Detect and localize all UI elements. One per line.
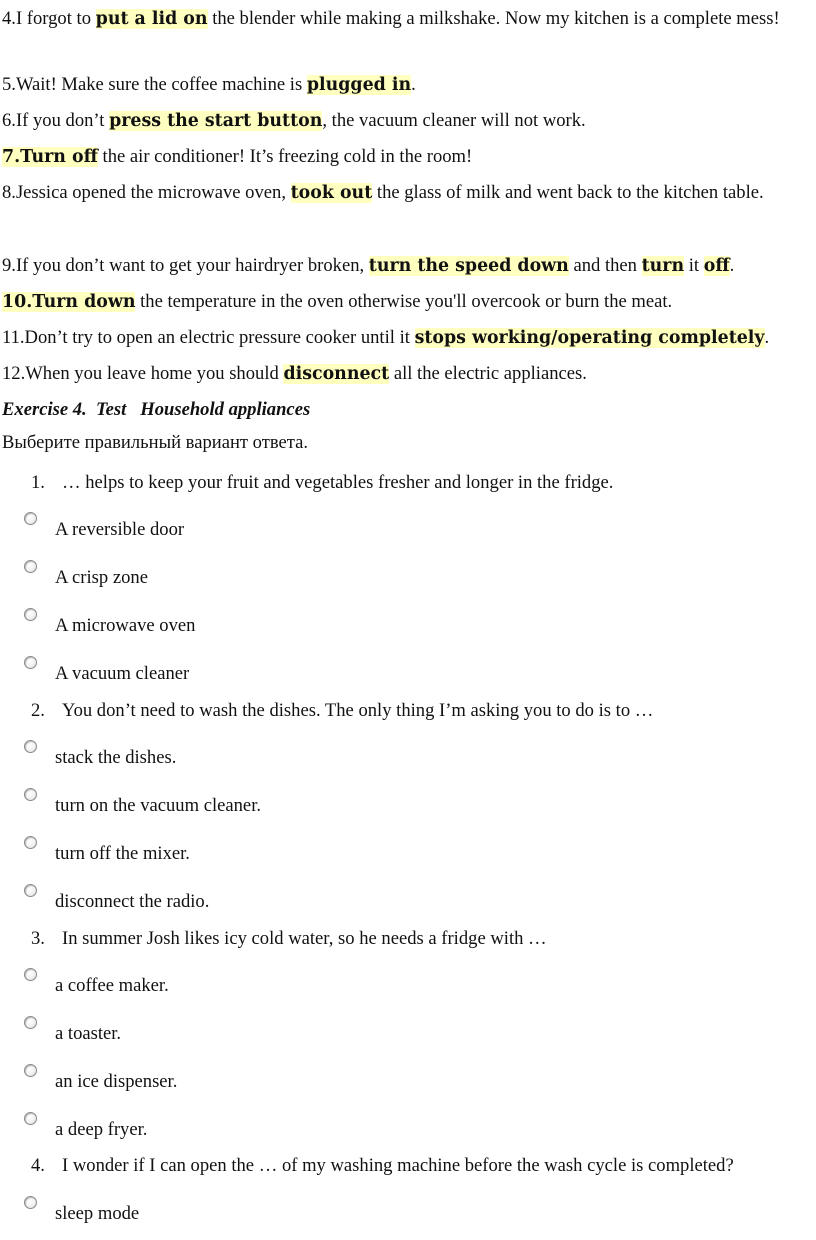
option-label[interactable]: an ice dispenser. bbox=[55, 1071, 178, 1092]
sentence-text: the glass of milk and went back to the kitchen table. bbox=[372, 182, 764, 203]
answer-highlight: press the start button bbox=[109, 111, 323, 131]
sentence-12 bbox=[2, 356, 814, 392]
answer-highlight: plugged in bbox=[306, 75, 412, 95]
option-label[interactable]: A vacuum cleaner bbox=[55, 663, 190, 684]
sentence-7 bbox=[2, 139, 814, 175]
answer-highlight: took out bbox=[290, 183, 373, 203]
answer-highlight: disconnect bbox=[283, 364, 390, 384]
radio-button[interactable] bbox=[24, 1064, 37, 1077]
question-number: 3. bbox=[31, 928, 45, 949]
sentence-text: 5.Wait! Make sure the coffee machine is bbox=[2, 74, 307, 95]
sentence-text: the air conditioner! It’s freezing cold in the room! bbox=[97, 146, 473, 167]
exercise-title: Exercise 4. Test Household appliances bbox=[2, 399, 311, 420]
sentence-text: . bbox=[729, 255, 735, 276]
sentence-text: . bbox=[411, 74, 416, 95]
sentence-text: , the vacuum cleaner will not work. bbox=[322, 110, 586, 131]
answer-highlight: 10.Turn down bbox=[2, 292, 136, 312]
question-text: In summer Josh likes icy cold water, so he needs a fridge with … bbox=[62, 928, 547, 949]
option-label[interactable]: A crisp zone bbox=[55, 567, 148, 588]
sentence-text: 8.Jessica opened the microwave oven, bbox=[2, 182, 291, 203]
option-label[interactable]: a toaster. bbox=[55, 1023, 122, 1044]
radio-button[interactable] bbox=[24, 1016, 37, 1029]
option-label[interactable]: stack the dishes. bbox=[55, 747, 177, 768]
option-label[interactable]: sleep mode bbox=[55, 1203, 140, 1224]
radio-button[interactable] bbox=[24, 740, 37, 753]
sentence-6 bbox=[2, 103, 814, 139]
option-label[interactable]: disconnect the radio. bbox=[55, 891, 210, 912]
question-text: You don’t need to wash the dishes. The only thing I’m asking you to do is to … bbox=[62, 700, 654, 721]
sentence-text: and then bbox=[568, 255, 642, 276]
sentence-text: 4.I forgot to bbox=[2, 8, 96, 29]
sentence-text: 9.If you don’t want to get your hairdryer broken, bbox=[2, 255, 369, 276]
sentence-text: 11.Don’t try to open an electric pressure cooker until it bbox=[2, 327, 415, 348]
option-label[interactable]: A reversible door bbox=[55, 519, 185, 540]
radio-button[interactable] bbox=[24, 1196, 37, 1209]
radio-button[interactable] bbox=[24, 1112, 37, 1125]
question-number: 4. bbox=[31, 1155, 45, 1176]
answer-highlight: 7.Turn off bbox=[2, 147, 98, 167]
option-label[interactable]: turn off the mixer. bbox=[55, 843, 190, 864]
radio-button[interactable] bbox=[24, 884, 37, 897]
sentence-text: the temperature in the oven otherwise you'll overcook or burn the meat. bbox=[135, 291, 673, 312]
sentence-text: all the electric appliances. bbox=[389, 363, 587, 384]
exercise-instruction: Выберите правильный вариант ответа. bbox=[2, 432, 309, 453]
sentence-10 bbox=[2, 284, 814, 320]
sentence-8 bbox=[2, 175, 814, 211]
option-label[interactable]: turn on the vacuum cleaner. bbox=[55, 795, 262, 816]
radio-button[interactable] bbox=[24, 608, 37, 621]
radio-button[interactable] bbox=[24, 968, 37, 981]
answer-highlight: put a lid on bbox=[95, 9, 208, 29]
question-text: … helps to keep your fruit and vegetables fresher and longer in the fridge. bbox=[62, 472, 614, 493]
radio-button[interactable] bbox=[24, 560, 37, 573]
question-number: 2. bbox=[31, 700, 45, 721]
question-number: 1. bbox=[31, 472, 45, 493]
sentence-11 bbox=[2, 320, 814, 356]
option-label[interactable]: A microwave oven bbox=[55, 615, 196, 636]
sentence-text: . bbox=[764, 327, 770, 348]
sentence-4 bbox=[2, 1, 814, 37]
option-label[interactable]: a coffee maker. bbox=[55, 975, 169, 996]
option-label[interactable]: a deep fryer. bbox=[55, 1119, 148, 1140]
sentence-text: 12.When you leave home you should bbox=[2, 363, 284, 384]
answer-highlight: off bbox=[703, 256, 730, 276]
radio-button[interactable] bbox=[24, 512, 37, 525]
question-text: I wonder if I can open the … of my washing machine before the wash cycle is completed? bbox=[62, 1155, 734, 1176]
radio-button[interactable] bbox=[24, 788, 37, 801]
radio-button[interactable] bbox=[24, 836, 37, 849]
answer-highlight: stops working/operating completely bbox=[414, 328, 765, 348]
sentence-text: the blender while making a milkshake. Now my kitchen is a complete mess! bbox=[207, 8, 780, 29]
answer-highlight: turn bbox=[641, 256, 685, 276]
answer-highlight: turn the speed down bbox=[368, 256, 569, 276]
sentence-text: it bbox=[684, 255, 704, 276]
sentence-5 bbox=[2, 67, 814, 103]
sentence-9 bbox=[2, 248, 814, 284]
radio-button[interactable] bbox=[24, 656, 37, 669]
sentence-text: 6.If you don’t bbox=[2, 110, 110, 131]
